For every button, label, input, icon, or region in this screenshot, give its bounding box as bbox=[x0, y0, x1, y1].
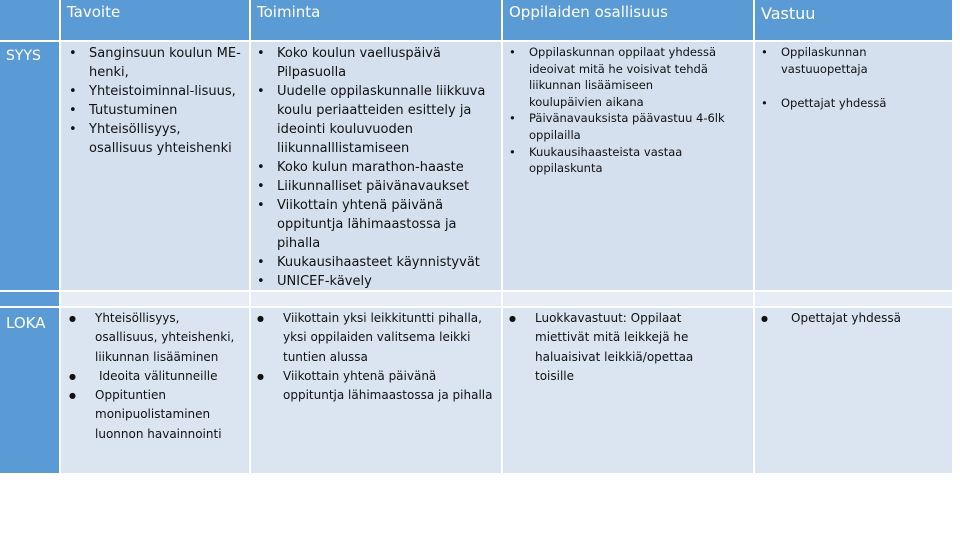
loka-tavoite-cell bbox=[61, 308, 249, 473]
list-item: • Liikunnalliset päivänavaukset bbox=[253, 177, 491, 196]
list-item: • Kuukausihaasteet käynnistyvät bbox=[253, 253, 491, 272]
list-item: • Sanginsuun koulun ME-henki, bbox=[65, 44, 245, 82]
spacer-toiminta bbox=[251, 292, 501, 306]
list-item: • Oppilaskunnan oppilaat yhdessä ideoivat mitä he voisivat tehdä liikunnan lisäämiseen koulupäivien aikana bbox=[505, 44, 727, 110]
list-item: ● Viikottain yksi leikkituntti pihalla, yksi oppilaiden valitsema leikki tuntien alussa bbox=[253, 309, 495, 367]
list-item: • Viikottain yhtenä päivänä oppituntja lähimaastossa ja pihalla bbox=[253, 196, 491, 253]
spacer-label bbox=[0, 292, 59, 306]
list-item: • Koko kulun marathon-haaste bbox=[253, 158, 491, 177]
list-item: • Yhteistoiminnal-lisuus, bbox=[65, 82, 245, 101]
header-tavoite-label: Tavoite bbox=[67, 3, 121, 21]
loka-vastuu-cell bbox=[755, 308, 952, 473]
spacer-tavoite bbox=[61, 292, 249, 306]
list-item: • Opettajat yhdessä bbox=[757, 95, 922, 112]
list-item: ● Viikottain yhtenä päivänä oppituntja lähimaastossa ja pihalla bbox=[253, 367, 495, 406]
list-item: ● Luokkavastuut: Oppilaat miettivät mitä leikkejä he haluaisivat leikkiä/opettaa toisille bbox=[505, 309, 713, 386]
loka-osallisuus-list bbox=[505, 309, 713, 386]
list-item: • Tutustuminen bbox=[65, 101, 245, 120]
row-label-text: SYYS bbox=[6, 48, 41, 64]
loka-vastuu-list bbox=[757, 309, 946, 328]
header-vastuu-label: Vastuu bbox=[761, 4, 816, 23]
spacer-vastuu bbox=[755, 292, 952, 306]
list-item: • Yhteisöllisyys, osallisuus yhteishenki bbox=[65, 120, 245, 158]
header-toiminta-label: Toiminta bbox=[257, 3, 321, 21]
syys-osallisuus-list bbox=[505, 44, 727, 177]
row-label-loka bbox=[0, 308, 59, 473]
list-item: ● Opettajat yhdessä bbox=[757, 309, 946, 328]
syys-toiminta-cell bbox=[251, 42, 501, 290]
header-osallisuus-label: Oppilaiden osallisuus bbox=[509, 3, 668, 21]
syys-tavoite-list bbox=[65, 44, 245, 158]
header-tavoite bbox=[61, 0, 249, 40]
loka-tavoite-list bbox=[65, 309, 243, 444]
header-osallisuus bbox=[503, 0, 753, 40]
list-item: • Päivänavauksista päävastuu 4-6lk oppilailla bbox=[505, 110, 727, 143]
list-item: • UNICEF-kävely bbox=[253, 272, 491, 291]
list-item: ● Ideoita välitunneille bbox=[65, 367, 243, 386]
loka-toiminta-list bbox=[253, 309, 495, 405]
syys-toiminta-list bbox=[253, 44, 491, 291]
loka-osallisuus-cell bbox=[503, 308, 753, 473]
list-item: • Oppilaskunnan vastuuopettaja bbox=[757, 44, 922, 77]
row-label-syys bbox=[0, 42, 59, 290]
list-item: • Kuukausihaasteista vastaa oppilaskunta bbox=[505, 144, 727, 177]
syys-vastuu-cell bbox=[755, 42, 952, 290]
syys-vastuu-list bbox=[757, 44, 922, 112]
syys-tavoite-cell bbox=[61, 42, 249, 290]
spacer-osallisuus bbox=[503, 292, 753, 306]
list-item: • Koko koulun vaelluspäivä Pilpasuolla bbox=[253, 44, 491, 82]
header-toiminta bbox=[251, 0, 501, 40]
list-item: ● Yhteisöllisyys, osallisuus, yhteishenki, liikunnan lisääminen bbox=[65, 309, 243, 367]
header-corner bbox=[0, 0, 59, 40]
header-vastuu bbox=[755, 0, 952, 40]
list-item: ● Oppituntien monipuolistaminen luonnon havainnointi bbox=[65, 386, 243, 444]
loka-toiminta-cell bbox=[251, 308, 501, 473]
row-label-text: LOKA bbox=[6, 314, 46, 332]
list-item: • Uudelle oppilaskunnalle liikkuva koulu periaatteiden esittely ja ideointi kouluvuoden liikunnalllistamiseen bbox=[253, 82, 491, 158]
syys-osallisuus-cell bbox=[503, 42, 753, 290]
